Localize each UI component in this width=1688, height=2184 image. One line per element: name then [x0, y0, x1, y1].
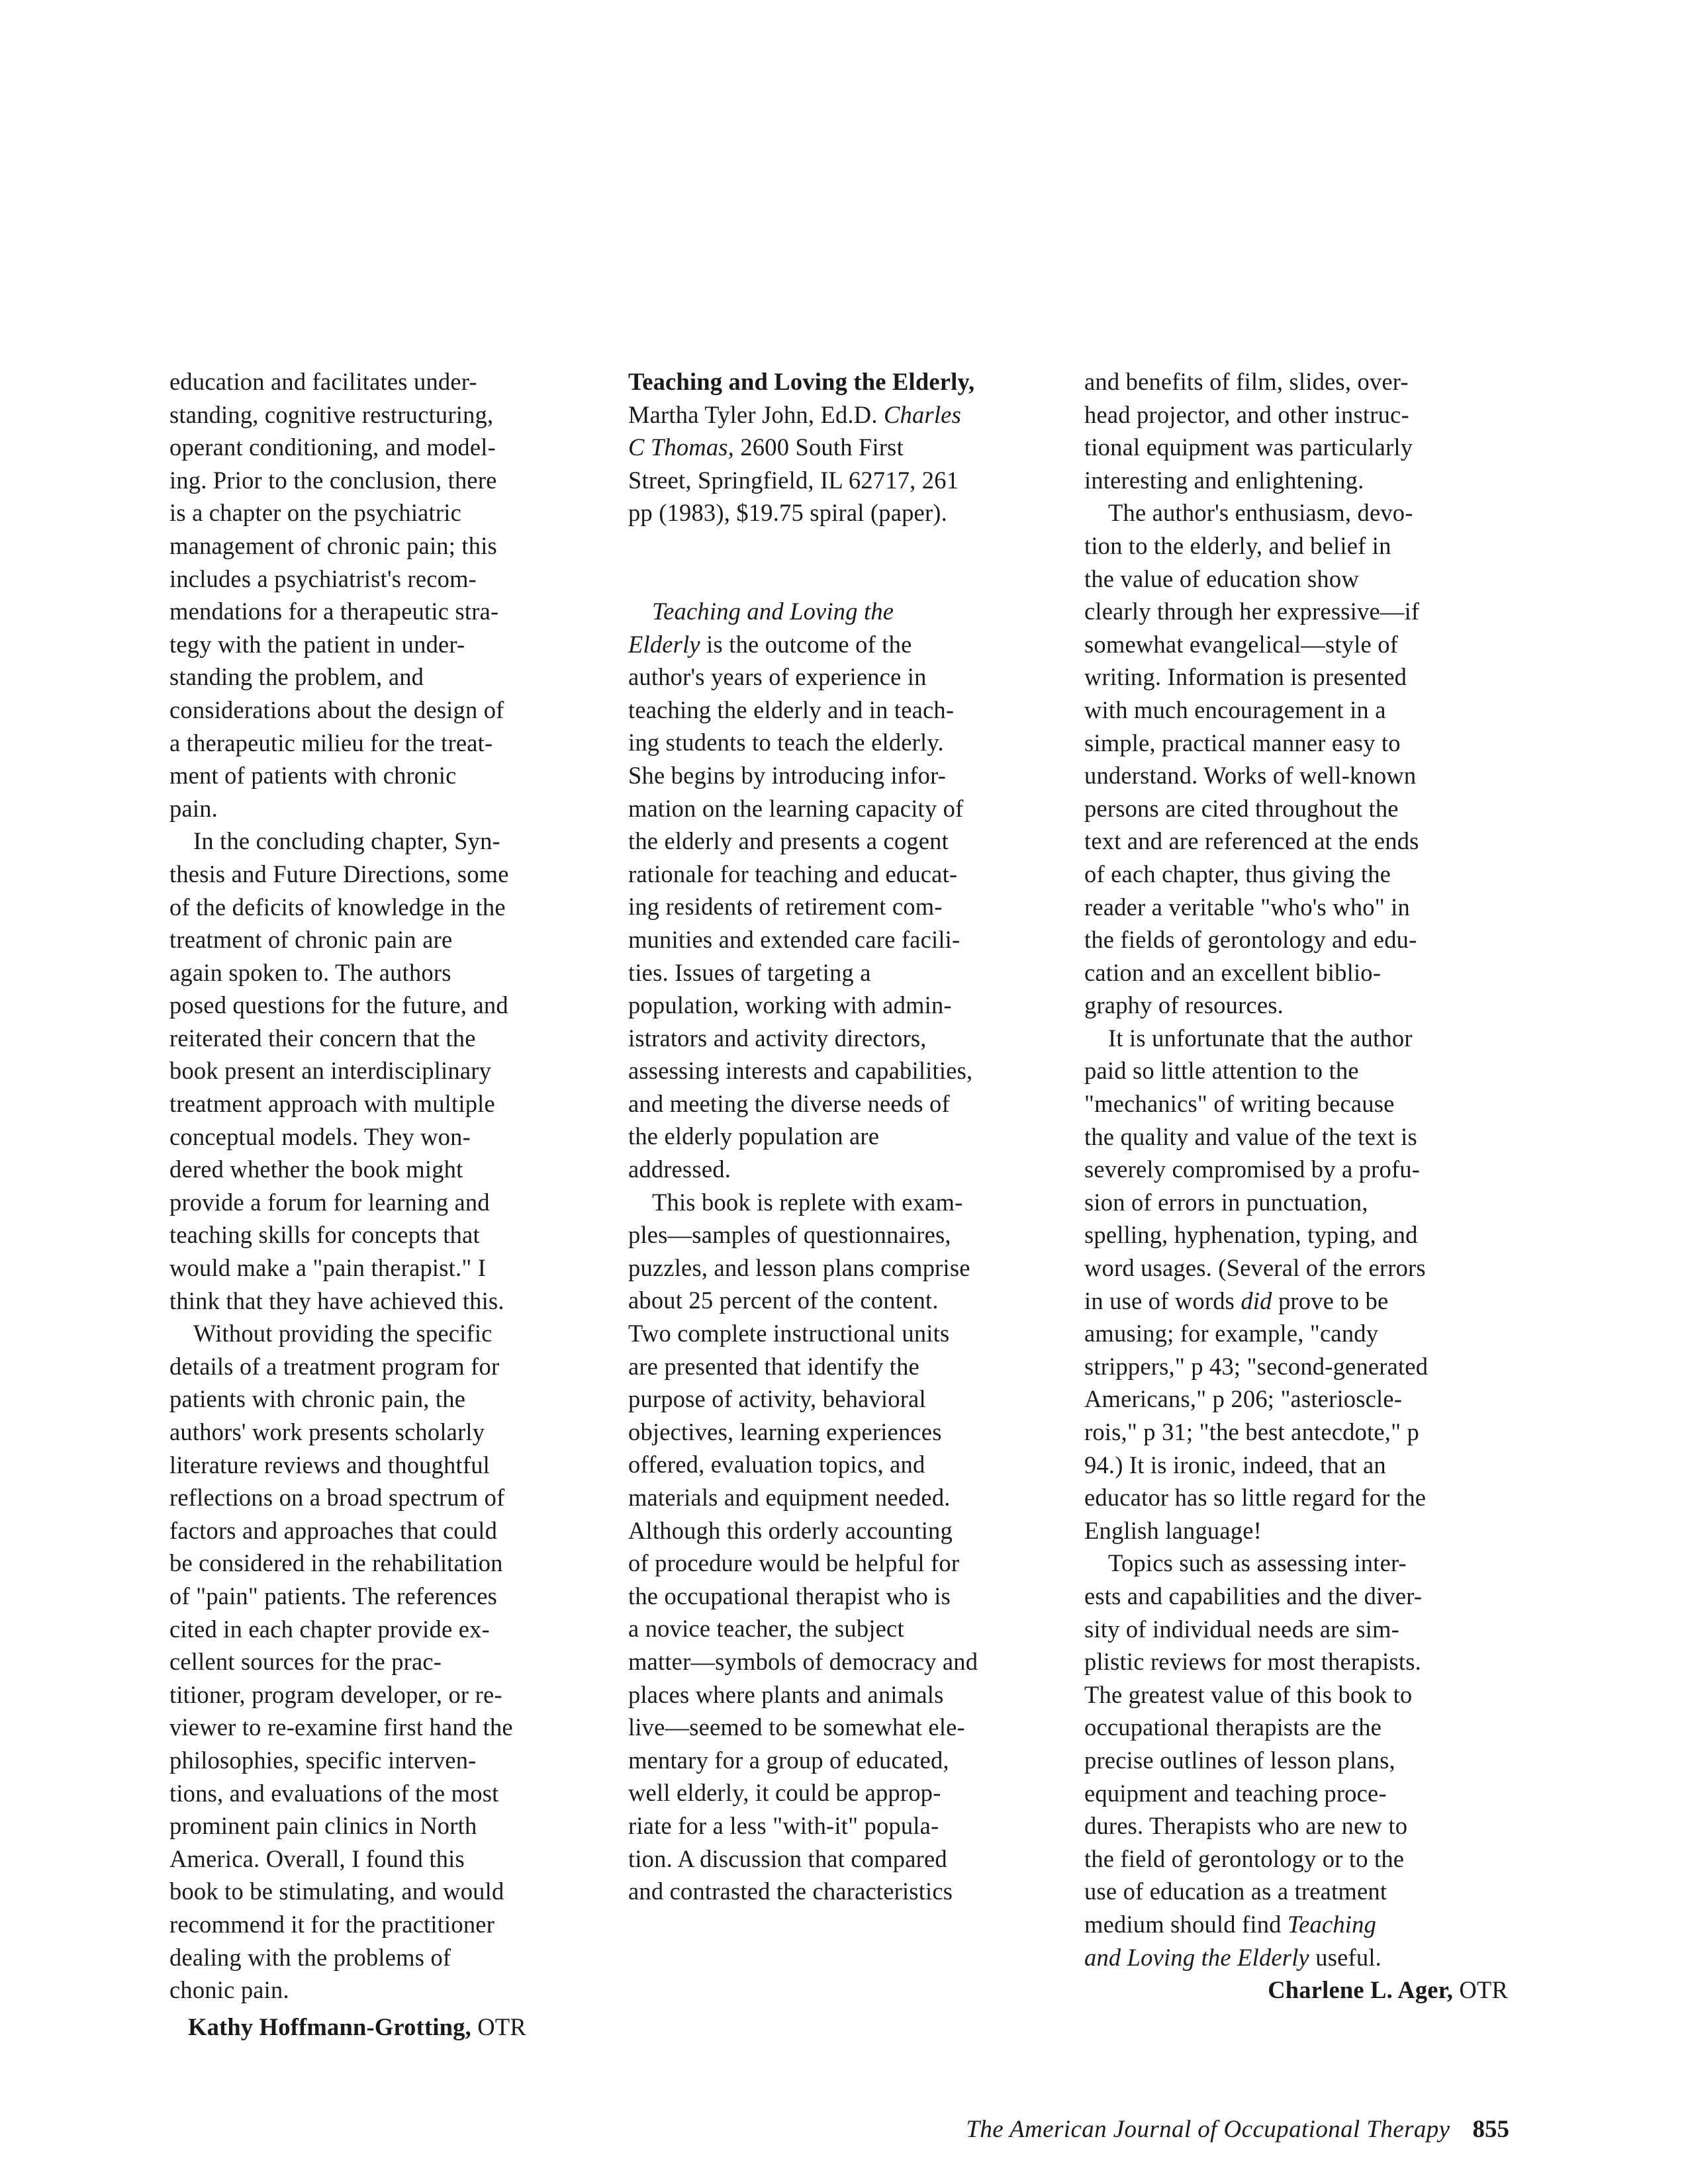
text-line: educator has so little regard for the — [1084, 1484, 1427, 1512]
text-line: rois," p 31; "the best antecdote," p — [1084, 1418, 1420, 1445]
page-number: 855 — [1472, 2116, 1509, 2143]
text-line: reader a veritable "who's who" in — [1084, 893, 1410, 921]
right-paragraph-2 — [1084, 496, 1508, 1022]
text-line: ing. Prior to the conclusion, there — [169, 466, 497, 494]
text-line: again spoken to. The authors — [169, 958, 451, 986]
text-line: mation on the learning capacity of — [628, 794, 964, 822]
book-title: Teaching and Loving the Elderly, — [628, 368, 975, 395]
text-line: patients with chronic pain, the — [169, 1385, 466, 1413]
text-line: spelling, hyphenation, typing, and — [1084, 1221, 1418, 1249]
text-line: treatment approach with multiple — [169, 1090, 495, 1118]
text-line: America. Overall, I found this — [169, 1844, 465, 1872]
text-fragment: is the outcome of the — [700, 630, 912, 658]
text-line: of the deficits of knowledge in the — [169, 893, 506, 921]
text-line: prominent pain clinics in North — [169, 1812, 477, 1840]
text-line: provide a forum for learning and — [169, 1188, 490, 1216]
text-line: somewhat evangelical—style of — [1084, 630, 1399, 658]
text-line: objectives, learning experiences — [628, 1418, 942, 1445]
text-line — [1084, 1285, 1508, 1318]
text-line: equipment and teaching proce- — [1084, 1779, 1387, 1807]
text-line: word usages. (Several of the errors — [1084, 1254, 1426, 1282]
text-line: titioner, program developer, or re- — [169, 1680, 502, 1708]
text-line: tions, and evaluations of the most — [169, 1779, 499, 1807]
text-line: use of education as a treatment — [1084, 1878, 1387, 1905]
text-line: includes a psychiatrist's recom- — [169, 565, 477, 592]
text-line: reflections on a broad spectrum of — [169, 1484, 505, 1512]
text-line: 94.) It is ironic, indeed, that an — [1084, 1451, 1386, 1479]
text-line: think that they have achieved this. — [169, 1287, 504, 1314]
text-line: dealing with the problems of — [169, 1943, 451, 1971]
text-fragment: in use of words — [1084, 1287, 1241, 1314]
reviewer-credential: OTR — [477, 2013, 526, 2040]
text-line: purpose of activity, behavioral — [628, 1385, 926, 1413]
text-line: ests and capabilities and the diver- — [1084, 1582, 1423, 1610]
text-line: the elderly population are — [628, 1122, 880, 1150]
text-line: about 25 percent of the content. — [628, 1287, 939, 1314]
text-line: conceptual models. They won- — [169, 1122, 471, 1150]
text-line: rationale for teaching and educat- — [628, 860, 958, 887]
text-line: tegy with the patient in under- — [169, 630, 465, 658]
text-line: book to be stimulating, and would — [169, 1878, 504, 1905]
text-line: amusing; for example, "candy — [1084, 1320, 1379, 1347]
text-line: are presented that identify the — [628, 1352, 919, 1380]
book-publisher: Charles — [883, 400, 961, 428]
text-line: places where plants and animals — [628, 1680, 944, 1708]
text-line: ing students to teach the elderly. — [628, 729, 944, 756]
middle-paragraph-1 — [628, 595, 1052, 1186]
text-line: a novice teacher, the subject — [628, 1615, 904, 1643]
page-footer — [847, 2115, 1509, 2144]
text-line: text and are referenced at the ends — [1084, 827, 1419, 855]
text-line: a therapeutic milieu for the treat- — [169, 729, 493, 756]
text-line: occupational therapists are the — [1084, 1713, 1382, 1741]
text-line: the quality and value of the text is — [1084, 1122, 1417, 1150]
book-details: pp (1983), $19.75 spiral (paper). — [628, 499, 947, 527]
text-line: simple, practical manner easy to — [1084, 729, 1401, 756]
text-line: head projector, and other instruc- — [1084, 400, 1409, 428]
text-line: with much encouragement in a — [1084, 696, 1386, 723]
text-line: sion of errors in punctuation, — [1084, 1188, 1368, 1216]
text-fragment: useful. — [1309, 1943, 1382, 1971]
text-line: interesting and enlightening. — [1084, 466, 1364, 494]
text-line: book present an interdisciplinary — [169, 1057, 492, 1085]
text-line: ment of patients with chronic — [169, 762, 457, 790]
text-line: English language! — [1084, 1516, 1262, 1544]
emphasis: did — [1241, 1287, 1272, 1314]
text-line: dered whether the book might — [169, 1156, 463, 1183]
reviewer-signature — [1084, 1974, 1508, 2007]
text-line — [628, 628, 1052, 661]
spacer — [628, 529, 1052, 595]
text-line: well elderly, it could be approp- — [628, 1779, 941, 1807]
text-line: ing residents of retirement com- — [628, 893, 943, 921]
text-line: author's years of experience in — [628, 663, 927, 691]
text-line: pain. — [169, 794, 218, 822]
text-line: authors' work presents scholarly — [169, 1418, 485, 1445]
text-line: cellent sources for the prac- — [169, 1648, 442, 1676]
text-line: understand. Works of well-known — [1084, 762, 1417, 790]
text-line: tion to the elderly, and belief in — [1084, 531, 1391, 559]
text-fragment: medium should find — [1084, 1910, 1288, 1938]
text-line: the fields of gerontology and edu- — [1084, 926, 1417, 954]
left-paragraph-1 — [169, 365, 593, 825]
middle-paragraph-2 — [628, 1186, 1052, 1908]
text-line: persons are cited throughout the — [1084, 794, 1399, 822]
text-line: paid so little attention to the — [1084, 1057, 1359, 1085]
text-line: details of a treatment program for — [169, 1352, 500, 1380]
reviewer-credential: OTR — [1459, 1976, 1508, 2004]
text-line: be considered in the rehabilitation — [169, 1549, 503, 1577]
text-line: In the concluding chapter, Syn- — [193, 827, 500, 855]
book-author: Martha Tyler John, Ed.D. — [628, 400, 878, 428]
text-line: philosophies, specific interven- — [169, 1746, 477, 1774]
text-line: teaching the elderly and in teach- — [628, 696, 955, 723]
text-line: Without providing the specific — [193, 1320, 492, 1347]
text-line: puzzles, and lesson plans comprise — [628, 1253, 970, 1281]
text-line: writing. Information is presented — [1084, 663, 1407, 691]
text-line: materials and equipment needed. — [628, 1484, 951, 1511]
text-line: munities and extended care facili- — [628, 925, 961, 953]
text-line: of each chapter, thus giving the — [1084, 860, 1391, 887]
text-line: operant conditioning, and model- — [169, 433, 496, 461]
publisher-address-2: Street, Springfield, IL 62717, 261 — [628, 466, 959, 494]
text-line: the elderly and presents a cogent — [628, 827, 949, 855]
text-line: literature reviews and thoughtful — [169, 1451, 490, 1479]
citation-line — [628, 398, 1052, 432]
book-title-ref: and Loving the Elderly — [1084, 1943, 1309, 1971]
text-line: Although this orderly accounting — [628, 1516, 953, 1544]
text-line: istrators and activity directors, — [628, 1024, 927, 1052]
text-line: education and facilitates under- — [169, 368, 477, 395]
text-line: tion. A discussion that compared — [628, 1844, 947, 1872]
text-line: population, working with admin- — [628, 991, 952, 1019]
right-paragraph-1 — [1084, 365, 1508, 496]
text-line: and benefits of film, slides, over- — [1084, 368, 1409, 395]
journal-title: The American Journal of Occupational Therapy — [966, 2116, 1450, 2143]
left-paragraph-3 — [169, 1317, 593, 2006]
text-line: is a chapter on the psychiatric — [169, 499, 461, 527]
text-line: "mechanics" of writing because — [1084, 1090, 1395, 1118]
text-line: reiterated their concern that the — [169, 1024, 476, 1052]
reviewer-name: Kathy Hoffmann-Grotting, — [188, 2013, 471, 2040]
text-line: graphy of resources. — [1084, 991, 1284, 1019]
text-line: viewer to re-examine first hand the — [169, 1713, 513, 1741]
text-line: Teaching and Loving the — [652, 597, 894, 625]
book-title-ref: Teaching — [1287, 1910, 1377, 1938]
text-line: clearly through her expressive—if — [1084, 598, 1420, 625]
text-line: and contrasted the characteristics — [628, 1878, 953, 1905]
text-line: riate for a less "with-it" popula- — [628, 1811, 939, 1839]
reviewer-signature — [169, 2011, 593, 2044]
text-line: precise outlines of lesson plans, — [1084, 1746, 1395, 1774]
text-fragment: prove to be — [1272, 1287, 1389, 1314]
text-line: cited in each chapter provide ex- — [169, 1615, 490, 1643]
text-line: Americans," p 206; "asteriosclе- — [1084, 1385, 1403, 1413]
left-column — [169, 365, 593, 2043]
text-line: the value of education show — [1084, 565, 1359, 592]
text-line: This book is replete with exam- — [652, 1188, 963, 1216]
text-line: cation and an excellent biblio- — [1084, 958, 1382, 986]
text-line: tional equipment was particularly — [1084, 433, 1413, 461]
book-citation — [628, 365, 1052, 529]
middle-column — [628, 365, 1052, 1908]
citation-line — [628, 431, 1052, 464]
text-line: considerations about the design of — [169, 696, 504, 723]
publisher-address-1: 2600 South First — [740, 433, 904, 461]
text-line: of procedure would be helpful for — [628, 1549, 960, 1577]
text-line: standing, cognitive restructuring, — [169, 400, 494, 428]
text-line: of "pain" patients. The references — [169, 1582, 498, 1610]
text-line: ples—samples of questionnaires, — [628, 1221, 951, 1249]
text-line: It is unfortunate that the author — [1108, 1024, 1413, 1052]
book-publisher-cont: C Thomas, — [628, 433, 735, 461]
text-line: She begins by introducing infor- — [628, 761, 947, 789]
text-line: offered, evaluation topics, and — [628, 1451, 925, 1479]
text-line: live—seemed to be somewhat ele- — [628, 1713, 965, 1741]
book-title-ref: Elderly — [628, 630, 700, 658]
text-line: treatment of chronic pain are — [169, 926, 453, 954]
text-line: Two complete instructional units — [628, 1320, 950, 1347]
text-line: addressed. — [628, 1156, 731, 1183]
right-paragraph-3 — [1084, 1022, 1508, 1547]
text-line: severely compromised by a profu- — [1084, 1156, 1421, 1183]
text-line: plistic reviews for most therapists. — [1084, 1648, 1421, 1676]
text-line: posed questions for the future, and — [169, 991, 508, 1019]
text-line: management of chronic pain; this — [169, 531, 497, 559]
left-paragraph-2 — [169, 825, 593, 1317]
text-line: thesis and Future Directions, some — [169, 860, 509, 887]
text-line: standing the problem, and — [169, 663, 424, 691]
text-line: assessing interests and capabilities, — [628, 1057, 973, 1085]
text-line — [1084, 1941, 1508, 1974]
text-line: dures. Therapists who are new to — [1084, 1812, 1408, 1840]
text-line: strippers," p 43; "second-generated — [1084, 1352, 1429, 1380]
text-line: the field of gerontology or to the — [1084, 1844, 1405, 1872]
text-line: recommend it for the practitioner — [169, 1910, 495, 1938]
text-line: mentary for a group of educated, — [628, 1746, 949, 1774]
text-line: The author's enthusiasm, devo- — [1108, 499, 1413, 527]
text-line: factors and approaches that could — [169, 1516, 498, 1544]
text-line: ties. Issues of targeting a — [628, 958, 871, 986]
text-line: sity of individual needs are sim- — [1084, 1615, 1399, 1643]
text-line: and meeting the diverse needs of — [628, 1089, 950, 1117]
text-line: the occupational therapist who is — [628, 1582, 951, 1610]
text-line: teaching skills for concepts that — [169, 1221, 480, 1249]
text-line — [1084, 1908, 1508, 1941]
right-column — [1084, 365, 1508, 2007]
reviewer-name: Charlene L. Ager, — [1268, 1976, 1454, 2004]
text-line: chonic pain. — [169, 1976, 289, 2004]
text-line: The greatest value of this book to — [1084, 1680, 1413, 1708]
text-line: matter—symbols of democracy and — [628, 1647, 978, 1675]
text-line: Topics such as assessing inter- — [1108, 1549, 1407, 1577]
text-line: would make a "pain therapist." I — [169, 1254, 487, 1282]
text-line: mendations for a therapeutic stra- — [169, 598, 499, 625]
right-paragraph-4 — [1084, 1547, 1508, 1974]
